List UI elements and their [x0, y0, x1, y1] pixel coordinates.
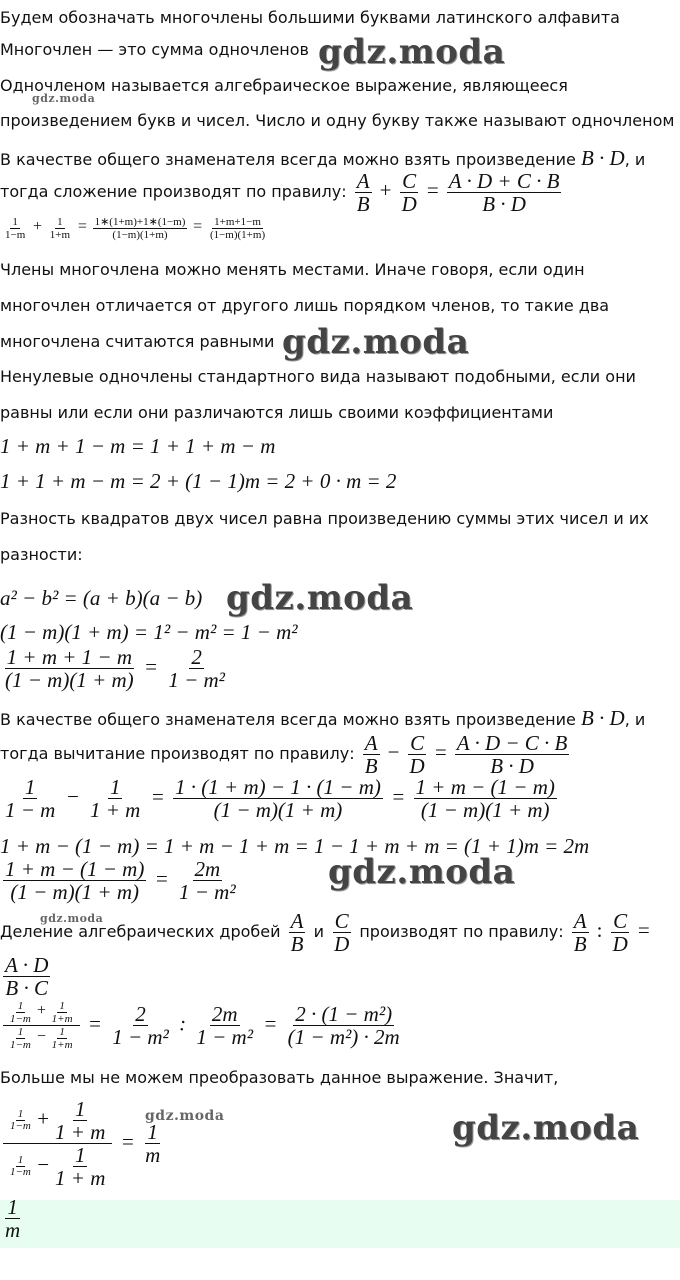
equals-sign: = — [120, 1129, 135, 1154]
plus-sign: + — [33, 218, 43, 236]
equation-4: (1 − m)(1 + m) = 1² − m² = 1 − m² — [0, 620, 298, 644]
compound-fraction — [3, 1000, 80, 1051]
numerator: A — [573, 909, 587, 933]
answer-fraction — [3, 1196, 22, 1241]
text-fragment: производят по правилу: — [359, 922, 564, 942]
numerator: 1 — [57, 216, 63, 228]
denominator: (1−m)(1+m) — [209, 229, 266, 242]
equals-sign: = — [434, 740, 447, 765]
watermark-logo: gdz.moda — [318, 32, 506, 72]
text-fragment: тогда вычитание производят по правилу: — [0, 744, 355, 764]
text-fragment: , и — [624, 710, 646, 729]
numerator: A — [356, 169, 370, 193]
division-rule-line — [0, 910, 650, 955]
denominator: B — [573, 932, 587, 957]
denominator: 1 − m² — [196, 1025, 253, 1050]
text-line-9: Члены многочлена можно менять местами. Иначе говоря, если один — [0, 260, 585, 279]
denominator: 1+m — [49, 229, 71, 242]
denominator: 1 − m² — [112, 1025, 169, 1050]
denominator: D — [612, 932, 628, 957]
fraction-small — [8, 1000, 33, 1025]
numerator: 1 — [74, 1143, 86, 1168]
numerator: 2 — [135, 1002, 146, 1027]
text-line-3: Одночленом называется алгебраическое выражение, являющееся — [0, 76, 568, 95]
numerator: C — [613, 909, 628, 933]
plus-sign: + — [35, 1106, 51, 1131]
numerator: 1 + m + 1 − m — [6, 645, 132, 669]
denominator: (1 − m)(1 + m) — [213, 798, 343, 823]
denominator: 1 + m — [55, 1166, 106, 1191]
equation-2: 1 + 1 + m − m = 2 + (1 − 1)m = 2 + 0 · m = 2 — [0, 469, 397, 493]
denominator: 1+m — [51, 1039, 73, 1052]
subtraction-rule-line — [0, 732, 572, 777]
fraction-small — [208, 216, 267, 241]
denominator: 1 − m² — [168, 668, 225, 693]
fraction-small — [3, 216, 27, 241]
equals-sign: = — [77, 218, 87, 236]
numerator: 1 · (1 + m) − 1 · (1 − m) — [175, 775, 381, 799]
watermark-logo: gdz.moda — [226, 578, 414, 618]
numerator: 2 · (1 − m²) — [295, 1002, 393, 1027]
equals-sign: = — [637, 918, 650, 943]
equals-sign: = — [150, 784, 165, 809]
addition-rule-line — [0, 170, 564, 215]
numerator: C — [334, 909, 349, 933]
compound-fraction — [3, 1098, 112, 1189]
fraction-small — [50, 1026, 75, 1051]
equation-5: 1 + m − (1 − m) = 1 + m − 1 + m = 1 − 1 + m + m = (1 + 1)m = 2m — [0, 834, 590, 858]
watermark-small: gdz.moda — [32, 92, 96, 105]
denominator: (1 − m²) · 2m — [287, 1025, 400, 1050]
fraction-a-b — [572, 910, 589, 955]
text-fragment: В качестве общего знаменателя всегда можно взять произведение — [0, 150, 576, 169]
math-bd: B · D — [580, 146, 625, 170]
minus-sign: − — [35, 1028, 47, 1046]
minus-sign: − — [65, 784, 80, 809]
plus-sign: + — [35, 1002, 47, 1020]
equation-fraction-2 — [0, 776, 560, 821]
denominator: B · C — [5, 976, 48, 1001]
fraction — [88, 776, 142, 821]
numerator: 1 — [17, 1000, 24, 1012]
numerator: 1 — [17, 1026, 24, 1039]
numerator: 1 — [24, 775, 36, 799]
numerator: 1 + m − (1 − m) — [415, 775, 555, 799]
fraction-small — [50, 1000, 75, 1025]
text-line-12: Ненулевые одночлены стандартного вида называют подобными, если они — [0, 367, 636, 386]
fraction-a-b — [289, 910, 306, 955]
compound-numerator — [3, 1000, 80, 1026]
equals-sign: = — [154, 866, 169, 891]
numerator: 1 — [74, 1097, 86, 1121]
numerator: 1 — [17, 1153, 24, 1166]
fraction-diff-rule — [455, 732, 570, 777]
fraction-c-d — [400, 170, 419, 215]
fraction — [3, 646, 136, 691]
text-line-16 — [0, 706, 645, 731]
equation-fraction-3 — [0, 858, 241, 903]
numerator: 1 — [7, 1195, 18, 1219]
numerator: 1 — [59, 1000, 65, 1012]
watermark-small: gdz.moda — [40, 912, 104, 925]
denominator: D — [334, 932, 350, 957]
compound-denominator — [3, 1026, 80, 1051]
fraction-small — [8, 1155, 33, 1179]
text-line-2: Многочлен — это сумма одночленов — [0, 40, 309, 59]
fraction — [110, 1003, 171, 1048]
plus-sign: + — [379, 178, 392, 203]
numerator: 1∗(1+m)+1∗(1−m) — [94, 216, 186, 228]
text-line-11: многочлена считаются равными — [0, 332, 275, 351]
text-line-4: произведением букв и чисел. Число и одну букву также называют одночленом — [0, 111, 675, 130]
denominator: 1−m — [10, 1166, 31, 1179]
denominator: (1 − m)(1 + m) — [420, 798, 550, 823]
denominator: B · D — [490, 754, 534, 779]
compound-denominator — [3, 1144, 112, 1189]
numerator: 1+m+1−m — [214, 216, 261, 228]
denominator: 1+m — [51, 1013, 73, 1026]
denominator: B · D — [482, 192, 526, 217]
fraction-small — [8, 1109, 33, 1133]
fraction-small — [93, 216, 188, 241]
denominator: 1−m — [10, 1013, 31, 1026]
text-line-14: Разность квадратов двух чисел равна произведению суммы этих чисел и их — [0, 509, 649, 528]
denominator: m — [5, 1218, 21, 1243]
denominator: 1 − m² — [179, 880, 236, 905]
fraction — [143, 1121, 162, 1166]
compound-numerator — [3, 1098, 112, 1144]
text-fragment: тогда сложение производят по правилу: — [0, 182, 347, 202]
numerator: C — [410, 731, 425, 755]
fraction — [53, 1144, 107, 1189]
numerator: A — [290, 909, 304, 933]
denominator: B — [356, 192, 370, 217]
denominator: 1−m — [5, 229, 26, 242]
minus-sign: − — [35, 1152, 51, 1177]
fraction-a-b — [363, 732, 380, 777]
numerator: 2m — [194, 857, 221, 881]
equation-fraction-1 — [0, 646, 230, 691]
fraction — [53, 1098, 107, 1143]
fraction-c-d — [408, 732, 427, 777]
numerator: 2m — [211, 1002, 238, 1027]
denominator: 1−m — [10, 1039, 31, 1052]
fraction-sum-rule — [447, 170, 562, 215]
fraction — [173, 776, 383, 821]
numerator: 1 — [17, 1107, 24, 1120]
fraction — [194, 1003, 255, 1048]
math-bd: B · D — [580, 706, 625, 730]
fraction-c-d — [611, 910, 630, 955]
denominator: 1 − m — [5, 798, 56, 823]
numerator: A · D − C · B — [456, 731, 568, 755]
addition-example-line — [0, 216, 270, 241]
watermark-logo: gdz.moda — [452, 1108, 640, 1148]
fraction — [177, 858, 238, 903]
fraction — [3, 858, 146, 903]
fraction — [414, 776, 557, 821]
denominator: B — [290, 932, 304, 957]
text-fragment: и — [313, 922, 324, 942]
fraction-small — [48, 216, 72, 241]
division-example-line — [0, 1000, 405, 1051]
denominator: 1 + m — [90, 798, 141, 823]
fraction — [166, 646, 227, 691]
watermark-small: gdz.moda — [145, 1108, 225, 1124]
text-line-5 — [0, 146, 645, 171]
denominator: (1 − m)(1 + m) — [10, 880, 139, 905]
denominator: B — [364, 754, 378, 779]
text-line-13: равны или если они различаются лишь своими коэффициентами — [0, 403, 554, 422]
numerator: A · D — [5, 953, 49, 977]
text-fragment: В качестве общего знаменателя всегда можно взять произведение — [0, 710, 576, 729]
equals-sign: = — [263, 1011, 278, 1036]
numerator: 1 — [109, 775, 121, 799]
fraction-small — [8, 1026, 33, 1051]
fraction — [3, 776, 57, 821]
equals-sign: = — [87, 1011, 102, 1036]
denominator: 1 + m — [55, 1120, 106, 1145]
equals-sign: = — [193, 218, 203, 236]
colon-sign: : — [179, 1011, 187, 1036]
numerator: 1 — [59, 1026, 65, 1039]
denominator: D — [409, 754, 425, 779]
text-line-15: разности: — [0, 545, 83, 564]
fraction-ad-bc — [3, 954, 50, 999]
final-answer — [0, 1196, 25, 1241]
numerator: 1 — [12, 216, 18, 228]
text-fragment: , и — [624, 150, 646, 169]
equals-sign: = — [426, 178, 439, 203]
minus-sign: − — [387, 740, 400, 765]
final-equation — [0, 1098, 165, 1189]
colon-sign: : — [596, 918, 603, 943]
numerator: 1 + m − (1 − m) — [5, 857, 145, 881]
fraction — [286, 1003, 402, 1048]
fraction-a-b — [355, 170, 372, 215]
denominator: D — [401, 192, 417, 217]
text-line-19: Больше мы не можем преобразовать данное выражение. Значит, — [0, 1068, 559, 1087]
division-rule-result — [0, 954, 53, 999]
text-line-10: многочлен отличается от другого лишь порядком членов, то такие два — [0, 296, 610, 315]
equation-1: 1 + m + 1 − m = 1 + 1 + m − m — [0, 434, 276, 458]
denominator: 1−m — [10, 1120, 31, 1133]
watermark-logo: gdz.moda — [282, 322, 470, 362]
equals-sign: = — [391, 784, 406, 809]
denominator: (1 − m)(1 + m) — [5, 668, 134, 693]
numerator: A — [364, 731, 378, 755]
numerator: A · D + C · B — [448, 169, 560, 193]
denominator: m — [145, 1143, 161, 1168]
numerator: 1 — [147, 1120, 158, 1145]
equals-sign: = — [143, 654, 159, 679]
answer-highlight — [0, 1200, 680, 1248]
text-line-1: Будем обозначать многочлены большими буквами латинского алфавита — [0, 8, 620, 27]
fraction-c-d — [332, 910, 351, 955]
text-fragment: Деление алгебраических дробей — [0, 922, 281, 942]
numerator: C — [402, 169, 417, 193]
watermark-logo: gdz.moda — [328, 852, 516, 892]
equation-3: a² − b² = (a + b)(a − b) — [0, 586, 203, 610]
numerator: 2 — [191, 645, 202, 669]
denominator: (1−m)(1+m) — [112, 229, 168, 242]
